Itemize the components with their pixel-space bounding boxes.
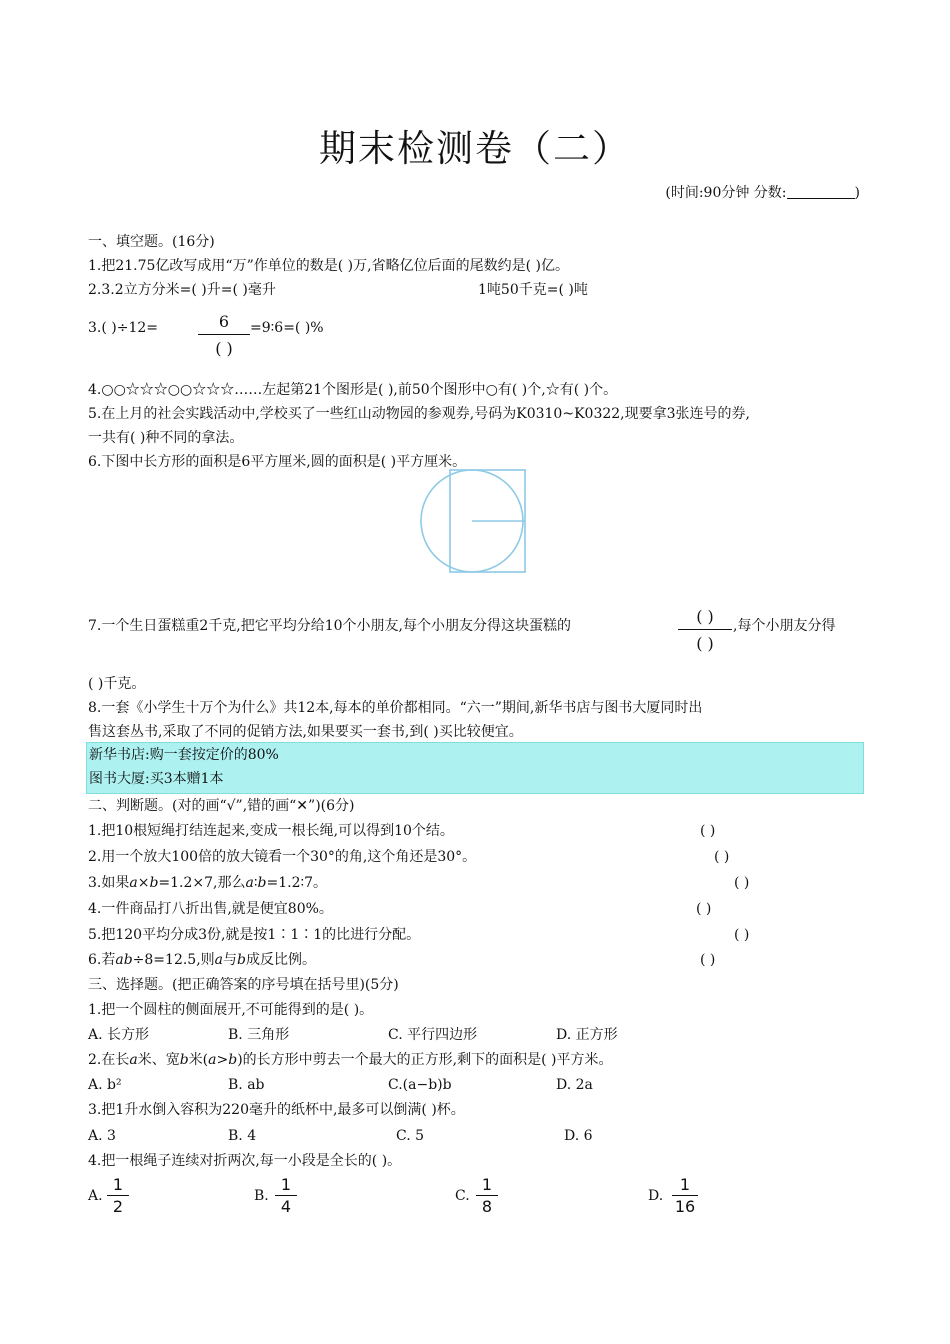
s2-q6-var: a	[214, 952, 224, 968]
s3-q4-option-a-label[interactable]: A.	[88, 1188, 103, 1204]
s2-q6-answer[interactable]: ( )	[700, 952, 716, 968]
s2-q3-var: a	[129, 875, 138, 891]
s2-q5-answer[interactable]: ( )	[734, 927, 750, 943]
s3-q2-t1: 2.在长	[88, 1052, 130, 1068]
fraction-denominator: 16	[674, 1197, 696, 1216]
s3-q4-option-d-label[interactable]: D.	[648, 1188, 664, 1204]
promo-tushu: 图书大厦:买3本赠1本	[89, 771, 224, 787]
promo-box	[86, 742, 864, 794]
s1-q8a: 8.一套《小学生十万个为什么》共12本,每本的单价都相同。“六一”期间,新华书店与图书大厦同时出	[88, 700, 703, 716]
s2-q6-t2: ÷8=12.5,则	[132, 952, 215, 968]
s3-q1: 1.把一个圆柱的侧面展开,不可能得到的是( )。	[88, 1002, 374, 1018]
s3-q4-option-c-label[interactable]: C.	[455, 1188, 470, 1204]
s2-q3-t3: =1.2×7,那么	[158, 875, 246, 891]
s3-q1-option-c[interactable]: C. 平行四边形	[388, 1027, 478, 1043]
s2-q6-var: ab	[115, 952, 133, 968]
s1-q7-fraction	[678, 607, 732, 654]
s2-q3-var: b	[149, 875, 159, 891]
fraction-numerator: 1	[275, 1176, 297, 1196]
s3-q4-option-c-fraction	[476, 1176, 498, 1216]
s2-q6-t1: 6.若	[88, 952, 116, 968]
s1-q2a: 2.3.2立方分米=( )升=( )毫升	[88, 282, 276, 298]
time-score-end: )	[854, 185, 860, 201]
s3-q4-option-b-label[interactable]: B.	[254, 1188, 269, 1204]
s2-q1: 1.把10根短绳打结连起来,变成一根长绳,可以得到10个结。	[88, 823, 454, 839]
s1-q7a: 7.一个生日蛋糕重2千克,把它平均分给10个小朋友,每个小朋友分得这块蛋糕的	[88, 618, 571, 634]
s3-q2-var: a	[129, 1052, 138, 1068]
s1-q7-numerator: ( )	[678, 607, 732, 630]
s1-q2b: 1吨50千克=( )吨	[478, 282, 588, 298]
fraction-denominator: 2	[112, 1197, 124, 1216]
s2-q3-var: a	[245, 875, 254, 891]
fraction-denominator: 8	[481, 1197, 493, 1216]
s3-q3: 3.把1升水倒入容积为220毫升的纸杯中,最多可以倒满( )杯。	[88, 1102, 465, 1118]
s1-q7b: ,每个小朋友分得	[733, 618, 836, 634]
s3-q1-option-b[interactable]: B. 三角形	[228, 1027, 290, 1043]
s3-q2-t4: )的长方形中剪去一个最大的正方形,剩下的面积是( )平方米。	[237, 1052, 613, 1068]
s1-q3-denominator: ( )	[215, 339, 233, 358]
s1-q8b: 售这套丛书,采取了不同的促销方法,如果要买一套书,到( )买比较便宜。	[88, 724, 523, 740]
s3-q2	[88, 1050, 613, 1070]
s1-q3-fraction	[198, 312, 250, 359]
s2-q4-answer[interactable]: ( )	[696, 901, 712, 917]
s3-q1-option-d[interactable]: D. 正方形	[556, 1027, 618, 1043]
s2-q6	[88, 950, 316, 970]
section3-heading: 三、选择题。(把正确答案的序号填在括号里)(5分)	[88, 977, 399, 993]
fraction-numerator: 1	[672, 1176, 698, 1196]
s2-q3-t5: =1.2∶7。	[266, 875, 328, 891]
s3-q3-option-c[interactable]: C. 5	[396, 1128, 425, 1144]
s1-q5b: 一共有( )种不同的拿法。	[88, 430, 244, 446]
fraction-denominator: 4	[280, 1197, 292, 1216]
s2-q6-t4: 成反比例。	[246, 952, 316, 968]
s1-q1: 1.把21.75亿改写成用“万”作单位的数是( )万,省略亿位后面的尾数约是( )亿。	[88, 258, 569, 274]
s3-q4-option-a-fraction	[107, 1176, 129, 1216]
s3-q2-option-b[interactable]: B. ab	[228, 1077, 265, 1093]
s2-q3-t2: ×	[137, 875, 150, 891]
s3-q2-t2: 米、宽	[137, 1052, 180, 1068]
s1-q4: 4.○○☆☆☆○○☆☆☆……左起第21个图形是( ),前50个图形中○有( )个,☆有( )个。	[88, 382, 618, 398]
s1-q7-denominator: ( )	[696, 634, 714, 653]
s2-q2-answer[interactable]: ( )	[714, 849, 730, 865]
s2-q5: 5.把120平均分成3份,就是按1∶1∶1的比进行分配。	[88, 927, 421, 943]
time-score-line	[665, 183, 860, 203]
s3-q4-option-b-fraction	[275, 1176, 297, 1216]
s2-q3-t1: 3.如果	[88, 875, 130, 891]
promo-xinhua: 新华书店:购一套按定价的80%	[89, 747, 279, 763]
score-blank[interactable]	[787, 184, 855, 199]
s3-q2-option-c[interactable]: C.(a−b)b	[388, 1077, 452, 1093]
s3-q4-option-d-fraction	[672, 1176, 698, 1216]
s3-q3-option-b[interactable]: B. 4	[228, 1128, 257, 1144]
s2-q3-var: b	[257, 875, 267, 891]
s3-q2-var: b	[179, 1052, 189, 1068]
s1-q5a: 5.在上月的社会实践活动中,学校买了一些红山动物园的参观券,号码为K0310~K0322,现要拿3张连号的券,	[88, 406, 750, 422]
s1-q7c: ( )千克。	[88, 676, 146, 692]
s1-q3-numerator: 6	[198, 312, 250, 335]
s2-q2: 2.用一个放大100倍的放大镜看一个30°的角,这个角还是30°。	[88, 849, 477, 865]
fraction-numerator: 1	[476, 1176, 498, 1196]
time-score-label: (时间:90分钟 分数:	[665, 185, 787, 201]
section2-heading: 二、判断题。(对的画“√”,错的画“✕”)(6分)	[88, 798, 355, 814]
s3-q2-t3: 米(	[188, 1052, 209, 1068]
s2-q6-var: b	[237, 952, 246, 968]
s2-q3-answer[interactable]: ( )	[734, 875, 750, 891]
circle-rectangle-figure	[420, 466, 532, 578]
s3-q1-option-a[interactable]: A. 长方形	[88, 1027, 150, 1043]
s1-q3b: =9∶6=( )%	[250, 320, 324, 336]
s3-q2-var: a>b	[208, 1052, 238, 1068]
s2-q4: 4.一件商品打八折出售,就是便宜80%。	[88, 901, 333, 917]
s2-q1-answer[interactable]: ( )	[700, 823, 716, 839]
s2-q3	[88, 873, 327, 893]
fraction-numerator: 1	[107, 1176, 129, 1196]
s3-q3-option-d[interactable]: D. 6	[564, 1128, 593, 1144]
s1-q3a: 3.( )÷12=	[88, 320, 159, 336]
s3-q4: 4.把一根绳子连续对折两次,每一小段是全长的( )。	[88, 1153, 402, 1169]
s3-q3-option-a[interactable]: A. 3	[88, 1128, 116, 1144]
section1-heading: 一、填空题。(16分)	[88, 234, 215, 250]
s2-q6-t3: 与	[223, 952, 238, 968]
s1-q6: 6.下图中长方形的面积是6平方厘米,圆的面积是( )平方厘米。	[88, 454, 467, 470]
s3-q2-option-a[interactable]: A. b²	[88, 1077, 122, 1093]
page-title: 期末检测卷（二）	[319, 127, 631, 170]
s3-q2-option-d[interactable]: D. 2a	[556, 1077, 593, 1093]
s2-q3-t4: ∶	[253, 875, 258, 891]
